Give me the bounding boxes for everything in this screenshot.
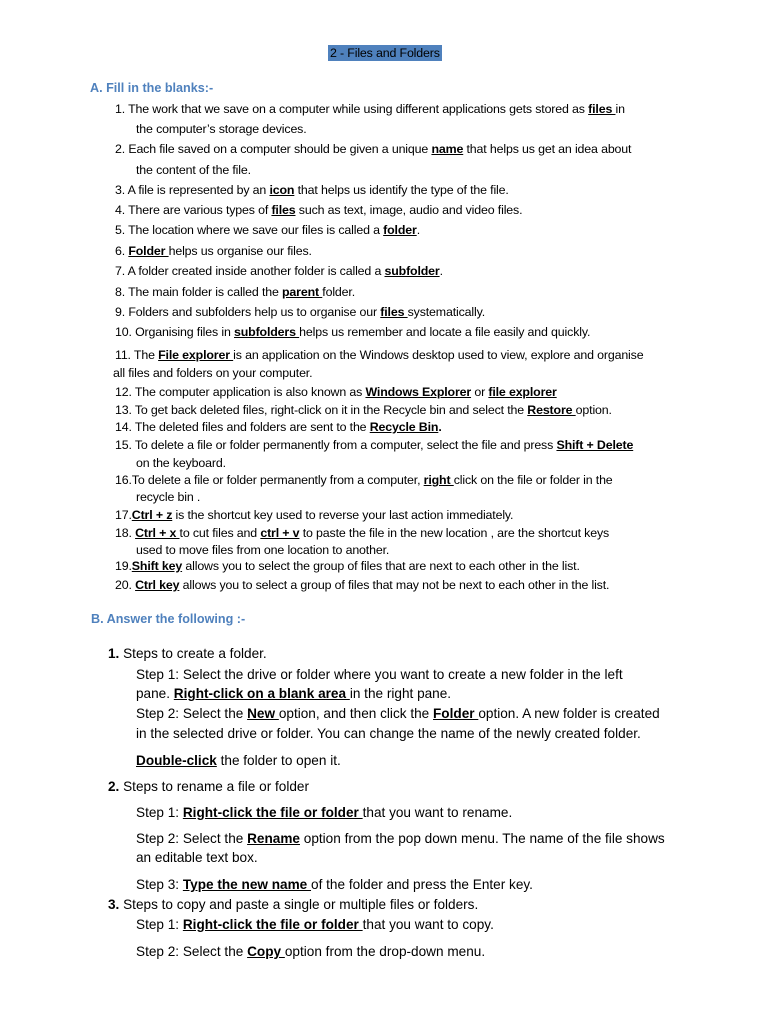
line-text: . <box>416 223 420 237</box>
answer-term: File explorer <box>158 348 234 362</box>
answer-term: Double-click <box>136 753 217 768</box>
line-text: Step 1: Select the drive or folder where you want to create a new folder in the left <box>136 667 623 682</box>
answer-line <box>108 897 478 913</box>
line-text: Steps to copy and paste a single or multiple files or folders. <box>119 897 479 912</box>
answer-term: Shift key <box>131 559 183 573</box>
answer-term: subfolders <box>234 325 300 339</box>
answer-term: Right-click the file or folder <box>182 805 363 820</box>
line-text: 11. The <box>115 348 159 362</box>
answer-line <box>136 944 485 960</box>
line-text: 3. <box>108 897 120 912</box>
line-text: 8. The main folder is called the <box>115 285 283 299</box>
line-text: all files and folders on your computer. <box>113 366 313 380</box>
section-b-heading: B. Answer the following :- <box>91 612 246 626</box>
answer-term: subfolder <box>384 264 440 278</box>
blank-line <box>115 472 613 488</box>
line-text: Step 3: <box>136 877 183 892</box>
line-text: option from the pop down menu. The name of the file shows <box>299 831 665 846</box>
answer-term: Restore <box>527 403 576 417</box>
line-text: is the shortcut key used to reverse your last action immediately. <box>172 508 514 522</box>
line-text: . <box>438 420 442 434</box>
line-text: that helps us identify the type of the file. <box>294 183 509 197</box>
line-text: in the selected drive or folder. You can change the name of the newly created folder. <box>136 726 641 741</box>
blank-line <box>113 365 312 381</box>
line-text: option from the drop-down menu. <box>284 944 486 959</box>
line-text: to paste the file in the new location , are the shortcut keys <box>299 526 610 540</box>
blank-line <box>115 222 420 238</box>
line-text: 2. Each file saved on a computer should be given a unique <box>115 142 432 156</box>
answer-term: files <box>271 203 296 217</box>
line-text: 2. <box>108 779 120 794</box>
answer-line <box>136 706 660 722</box>
answer-term: file explorer <box>488 385 557 399</box>
answer-term: parent <box>282 285 323 299</box>
line-text: on the keyboard. <box>136 456 226 470</box>
blank-line <box>115 263 443 279</box>
line-text: that you want to copy. <box>362 917 494 932</box>
answer-line <box>136 917 494 933</box>
line-text: 7. A folder created inside another folder is called a <box>115 264 385 278</box>
answer-term: Rename <box>247 831 300 846</box>
line-text: pane. <box>136 686 174 701</box>
answer-term: Right-click on a blank area <box>173 686 350 701</box>
blank-line <box>115 304 485 320</box>
line-text: 10. Organising files in <box>115 325 234 339</box>
blank-line <box>136 489 200 505</box>
answer-line <box>108 779 309 795</box>
answer-line <box>108 646 267 662</box>
answer-term: right <box>423 473 454 487</box>
line-text: 13. To get back deleted files, right-click on it in the Recycle bin and select the <box>115 403 528 417</box>
line-text: the computer’s storage devices. <box>136 122 307 136</box>
line-text: Step 2: Select the <box>136 831 248 846</box>
line-text: option, and then click the <box>278 706 433 721</box>
line-text: the content of the file. <box>136 163 251 177</box>
answer-term: name <box>431 142 464 156</box>
blank-line <box>136 542 389 558</box>
blank-line <box>115 558 580 574</box>
blank-line <box>115 284 355 300</box>
line-text: or <box>471 385 489 399</box>
blank-line <box>115 402 612 418</box>
line-text: 15. To delete a file or folder permanently from a computer, select the file and press <box>115 438 557 452</box>
answer-term: files <box>380 305 408 319</box>
line-text: 19. <box>115 559 132 573</box>
blank-line <box>136 121 307 137</box>
line-text: that you want to rename. <box>362 805 513 820</box>
answer-line <box>136 686 451 702</box>
blank-line <box>115 182 509 198</box>
blank-line <box>136 455 226 471</box>
blank-line <box>115 525 609 541</box>
answer-line <box>136 726 641 742</box>
blank-line <box>115 202 522 218</box>
answer-term: Copy <box>247 944 285 959</box>
line-text: helps us organise our files. <box>168 244 312 258</box>
document-title: 2 - Files and Folders <box>330 46 440 60</box>
line-text: 14. The deleted files and folders are sent to the <box>115 420 370 434</box>
answer-term: Right-click the file or folder <box>182 917 363 932</box>
answer-line <box>136 667 623 683</box>
line-text: to cut files and <box>179 526 261 540</box>
answer-term: New <box>247 706 279 721</box>
answer-term: Folder <box>128 244 169 258</box>
line-text: Steps to rename a file or folder <box>119 779 309 794</box>
line-text: 1. The work that we save on a computer while using different applications gets stored as <box>115 102 589 116</box>
answer-term: Ctrl key <box>135 578 180 592</box>
line-text: Step 2: Select the <box>136 944 248 959</box>
line-text: option. A new folder is created <box>478 706 660 721</box>
line-text: 6. <box>115 244 129 258</box>
line-text: 4. There are various types of <box>115 203 272 217</box>
answer-term: files <box>588 102 616 116</box>
answer-line <box>136 753 341 769</box>
line-text: . <box>439 264 443 278</box>
answer-term: Shift + Delete <box>556 438 634 452</box>
blank-line <box>115 141 631 157</box>
answer-line <box>136 850 258 866</box>
line-text: that helps us get an idea about <box>463 142 632 156</box>
answer-term: folder <box>383 223 417 237</box>
answer-term: icon <box>269 183 295 197</box>
line-text: in the right pane. <box>349 686 452 701</box>
answer-term: Type the new name <box>182 877 312 892</box>
section-a-heading: A. Fill in the blanks:- <box>90 81 214 95</box>
blank-line <box>136 162 251 178</box>
line-text: recycle bin . <box>136 490 201 504</box>
line-text: in <box>615 102 625 116</box>
line-text: is an application on the Windows desktop used to view, explore and organise <box>233 348 644 362</box>
blank-line <box>115 419 442 435</box>
answer-line <box>136 877 533 893</box>
line-text: 17. <box>115 508 132 522</box>
line-text: 20. <box>115 578 136 592</box>
answer-term: Ctrl + z <box>131 508 173 522</box>
line-text: allows you to select the group of files that are next to each other in the list. <box>182 559 580 573</box>
line-text: an editable text box. <box>136 850 258 865</box>
line-text: allows you to select a group of files that may not be next to each other in the list. <box>179 578 610 592</box>
line-text: 12. The computer application is also known as <box>115 385 366 399</box>
blank-line <box>115 243 312 259</box>
answer-term: ctrl + v <box>260 526 300 540</box>
blank-line <box>115 437 633 453</box>
blank-line <box>115 384 557 400</box>
line-text: Step 1: <box>136 805 183 820</box>
line-text: Step 2: Select the <box>136 706 248 721</box>
blank-line <box>115 101 625 117</box>
line-text: 1. <box>108 646 120 661</box>
answer-line <box>136 805 512 821</box>
blank-line <box>115 577 609 593</box>
answer-term: Windows Explorer <box>365 385 472 399</box>
line-text: 18. <box>115 526 136 540</box>
line-text: 9. Folders and subfolders help us to organise our <box>115 305 381 319</box>
answer-term: Folder <box>433 706 479 721</box>
line-text: 5. The location where we save our files is called a <box>115 223 384 237</box>
blank-line <box>115 507 513 523</box>
line-text: click on the file or folder in the <box>453 473 613 487</box>
line-text: option. <box>575 403 612 417</box>
answer-term: Recycle Bin <box>369 420 439 434</box>
line-text: the folder to open it. <box>216 753 341 768</box>
blank-line <box>115 324 590 340</box>
line-text: folder. <box>322 285 355 299</box>
line-text: used to move files from one location to another. <box>136 543 390 557</box>
answer-term: Ctrl + x <box>135 526 180 540</box>
line-text: 3. A file is represented by an <box>115 183 270 197</box>
line-text: helps us remember and locate a file easily and quickly. <box>299 325 591 339</box>
line-text: Steps to create a folder. <box>119 646 267 661</box>
line-text: systematically. <box>407 305 485 319</box>
line-text: such as text, image, audio and video files. <box>295 203 523 217</box>
line-text: Step 1: <box>136 917 183 932</box>
line-text: of the folder and press the Enter key. <box>311 877 533 892</box>
answer-line <box>136 831 665 847</box>
blank-line <box>115 347 643 363</box>
line-text: 16.To delete a file or folder permanently from a computer, <box>115 473 424 487</box>
